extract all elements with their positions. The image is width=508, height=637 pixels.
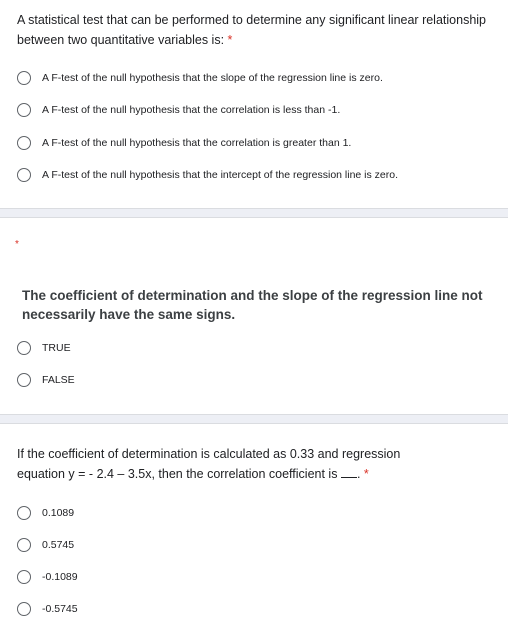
- option-label: FALSE: [42, 374, 75, 386]
- q3-option-2[interactable]: [17, 536, 74, 554]
- question-card-1: [0, 0, 508, 208]
- option-label: -0.1089: [42, 571, 78, 583]
- section-divider: [0, 414, 508, 424]
- q1-option-3[interactable]: [17, 134, 351, 152]
- answer-blank: [341, 466, 357, 478]
- q1-option-4[interactable]: [17, 166, 398, 184]
- question-3-period: .: [356, 467, 361, 481]
- required-asterisk: *: [15, 239, 19, 250]
- radio-button[interactable]: [17, 538, 31, 552]
- radio-button[interactable]: [17, 602, 31, 616]
- question-3-line-2-text: equation y = - 2.4 – 3.5x, then the correlation coefficient is: [17, 467, 338, 481]
- q3-option-4[interactable]: [17, 600, 78, 618]
- option-label: TRUE: [42, 342, 71, 354]
- radio-button[interactable]: [17, 168, 31, 182]
- radio-button[interactable]: [17, 71, 31, 85]
- option-label: 0.5745: [42, 539, 75, 551]
- q2-option-true[interactable]: [17, 339, 71, 357]
- option-label: A F-test of the null hypothesis that the correlation is less than -1.: [42, 104, 341, 116]
- option-label: -0.5745: [42, 603, 78, 615]
- radio-button[interactable]: [17, 341, 31, 355]
- required-asterisk: *: [227, 33, 233, 47]
- section-divider: [0, 208, 508, 218]
- radio-button[interactable]: [17, 506, 31, 520]
- required-asterisk: *: [363, 467, 369, 481]
- option-label: A F-test of the null hypothesis that the correlation is greater than 1.: [42, 137, 352, 149]
- question-1-text: [17, 10, 487, 50]
- q3-option-1[interactable]: [17, 504, 74, 522]
- option-label: A F-test of the null hypothesis that the intercept of the regression line is zero.: [42, 169, 399, 181]
- q1-option-1[interactable]: [17, 69, 383, 87]
- option-label: 0.1089: [42, 507, 75, 519]
- question-3-line-1: If the coefficient of determination is calculated as 0.33 and regression: [17, 447, 401, 461]
- radio-button[interactable]: [17, 136, 31, 150]
- radio-button[interactable]: [17, 570, 31, 584]
- radio-button[interactable]: [17, 103, 31, 117]
- question-2-text: The coefficient of determination and the slope of the regression line not necessarily have the same signs.: [22, 288, 483, 322]
- question-1-label: A statistical test that can be performed to determine any significant linear relationship between two quantitative variables is:: [17, 13, 487, 47]
- radio-button[interactable]: [17, 373, 31, 387]
- question-3-line-2: [17, 464, 497, 484]
- q2-option-false[interactable]: [17, 371, 75, 389]
- question-3-text: [17, 444, 497, 484]
- option-label: A F-test of the null hypothesis that the slope of the regression line is zero.: [42, 72, 383, 84]
- q3-option-3[interactable]: [17, 568, 78, 586]
- q1-option-2[interactable]: [17, 101, 340, 119]
